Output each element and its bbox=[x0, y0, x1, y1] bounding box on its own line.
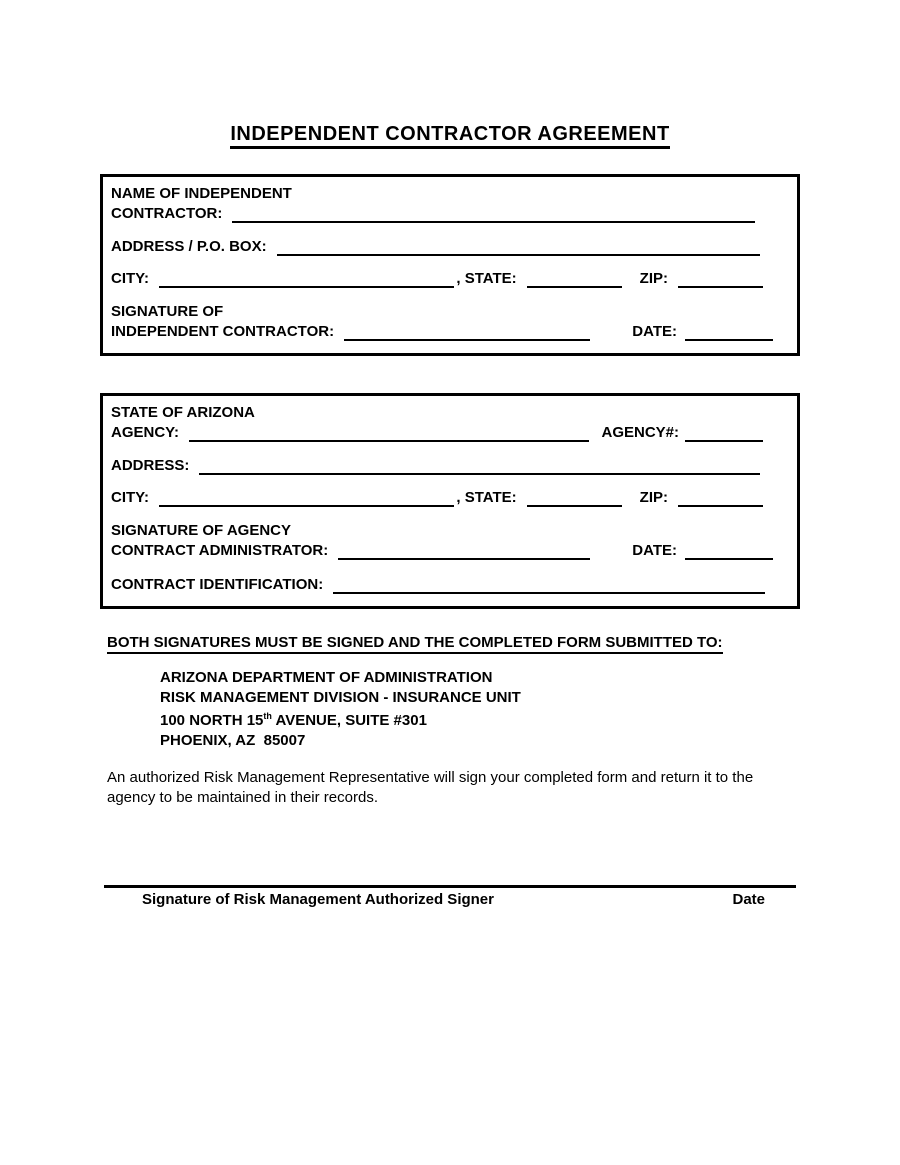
contractor-zip-label: ZIP: bbox=[639, 270, 668, 287]
contractor-name-label-line1: NAME OF INDEPENDENT bbox=[111, 185, 292, 202]
contractor-state-line[interactable] bbox=[527, 271, 622, 288]
department-address-line3: 100 NORTH 15th AVENUE, SUITE #301 bbox=[160, 711, 427, 729]
contractor-signature-line[interactable] bbox=[344, 324, 590, 341]
department-address-block bbox=[160, 668, 800, 750]
department-address-line2: RISK MANAGEMENT DIVISION - INSURANCE UNIT bbox=[160, 688, 521, 706]
contractor-section bbox=[100, 174, 800, 356]
footer-date-label: Date bbox=[732, 891, 765, 908]
contract-id-label: CONTRACT IDENTIFICATION: bbox=[111, 576, 324, 593]
risk-signer-label: Signature of Risk Management Authorized Signer bbox=[142, 891, 494, 908]
agency-city-row bbox=[111, 489, 785, 507]
agency-zip-label: ZIP: bbox=[639, 489, 668, 506]
risk-management-signature-block bbox=[100, 885, 800, 908]
agency-name-label: AGENCY: bbox=[111, 424, 180, 441]
department-address-line1: ARIZONA DEPARTMENT OF ADMINISTRATION bbox=[160, 669, 493, 686]
contract-id-row bbox=[111, 576, 765, 594]
contractor-address-line[interactable] bbox=[277, 239, 760, 256]
agency-signature-line[interactable] bbox=[338, 543, 590, 560]
agency-signature-label-line1: SIGNATURE OF AGENCY bbox=[111, 522, 292, 539]
agency-address-line[interactable] bbox=[199, 458, 760, 475]
contractor-date-line[interactable] bbox=[685, 324, 773, 341]
submission-heading bbox=[107, 634, 800, 651]
agency-number-label: AGENCY#: bbox=[601, 424, 679, 441]
agency-signature-label-line2: CONTRACT ADMINISTRATOR: bbox=[111, 542, 329, 559]
authorization-note: An authorized Risk Management Representative will sign your completed form and return it to the agency to be maintained in their records. bbox=[107, 769, 754, 806]
contractor-address-label: ADDRESS / P.O. BOX: bbox=[111, 238, 267, 255]
document-title bbox=[100, 123, 800, 146]
agency-address-row bbox=[111, 457, 785, 475]
document-title-text: INDEPENDENT CONTRACTOR AGREEMENT bbox=[230, 123, 669, 149]
contractor-city-row bbox=[111, 270, 785, 288]
agency-state-line[interactable] bbox=[527, 490, 622, 507]
contractor-signature-label-line2: INDEPENDENT CONTRACTOR: bbox=[111, 323, 335, 340]
agency-address-label: ADDRESS: bbox=[111, 457, 190, 474]
contractor-name-label-line2: CONTRACTOR: bbox=[111, 205, 223, 222]
agency-city-line[interactable] bbox=[159, 490, 454, 507]
submission-heading-text: BOTH SIGNATURES MUST BE SIGNED AND THE COMPLETED FORM SUBMITTED TO: bbox=[107, 634, 723, 654]
contractor-name-line[interactable] bbox=[232, 206, 755, 223]
agency-city-label: CITY: bbox=[111, 489, 150, 506]
agency-name-line[interactable] bbox=[189, 425, 589, 442]
ordinal-superscript: th bbox=[263, 711, 272, 721]
agency-signature-row bbox=[111, 542, 785, 560]
contractor-signature-label-line1: SIGNATURE OF bbox=[111, 303, 224, 320]
agency-section bbox=[100, 393, 800, 609]
contractor-date-label: DATE: bbox=[632, 323, 677, 340]
contractor-city-line[interactable] bbox=[159, 271, 454, 288]
agency-name-row bbox=[111, 424, 785, 442]
agency-date-line[interactable] bbox=[685, 543, 773, 560]
contractor-zip-line[interactable] bbox=[678, 271, 763, 288]
contractor-signature-row bbox=[111, 323, 785, 341]
signature-labels-row bbox=[100, 888, 800, 908]
department-address-line4: PHOENIX, AZ 85007 bbox=[160, 731, 306, 749]
agency-state-label: , STATE: bbox=[456, 489, 517, 506]
contractor-city-label: CITY: bbox=[111, 270, 150, 287]
agency-heading: STATE OF ARIZONA bbox=[111, 404, 255, 421]
contractor-state-label: , STATE: bbox=[456, 270, 517, 287]
contractor-name-row bbox=[111, 205, 785, 223]
agency-date-label: DATE: bbox=[632, 542, 677, 559]
agency-zip-line[interactable] bbox=[678, 490, 763, 507]
contractor-address-row bbox=[111, 238, 785, 256]
agency-number-line[interactable] bbox=[685, 425, 763, 442]
contract-id-line[interactable] bbox=[333, 577, 765, 594]
